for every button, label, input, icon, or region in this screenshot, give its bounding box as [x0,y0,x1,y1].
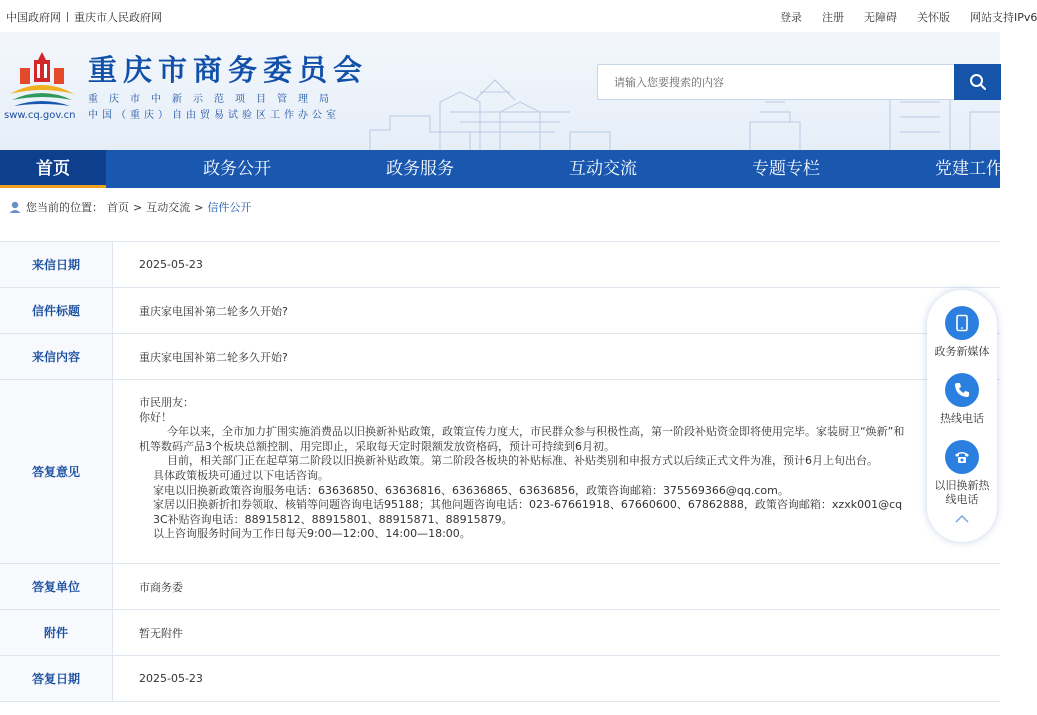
tablet-icon [945,306,979,340]
site-url: sww.cq.gov.cn [4,110,76,121]
phone-icon [945,373,979,407]
trade-in-hotline-label-line1: 以旧换新热 [934,479,990,492]
reply-date-label: 答复日期 [0,656,113,701]
site-title: 重庆市商务委员会 [88,53,369,87]
letter-content-label: 来信内容 [0,334,113,379]
trade-in-hotline-label-line2: 线电话 [945,493,979,506]
letter-title-value: 重庆家电国补第二轮多久开始? [139,304,288,318]
trade-in-hotline-button[interactable] [927,440,997,507]
search-input[interactable] [598,65,954,99]
chevron-up-icon[interactable] [927,512,997,526]
reply-line: 市民朋友： [139,396,194,409]
breadcrumb-home[interactable]: 首页 [107,201,129,214]
gov-new-media-label: 政务新媒体 [934,345,990,358]
search-button[interactable] [954,64,1001,100]
letter-title-label: 信件标题 [0,288,113,333]
letter-date-value: 2025-05-23 [139,258,203,271]
breadcrumb [8,198,251,216]
breadcrumb-separator: > [133,200,143,214]
trade-in-hotline-label [927,479,997,507]
reply-line: 机等数码产品3个板块总额控制、用完即止，采取每天定时限额发放资格码，预计可持续到6月初。 [139,439,615,453]
reply-label: 答复意见 [0,380,113,563]
letter-content-value: 重庆家电国补第二轮多久开始? [139,350,288,364]
elder-mode-link[interactable]: 关怀版 [917,11,950,24]
table-row [0,334,1000,380]
table-row [0,380,1000,564]
search-box [597,64,1000,100]
hotline-label: 热线电话 [940,412,984,425]
nav-item-party[interactable]: 党建工作 [935,159,1003,179]
commerce-emblem-logo [6,50,78,114]
table-row [0,242,1000,288]
login-link[interactable]: 登录 [780,11,802,24]
top-utility-bar [0,0,1037,32]
table-row [0,288,1000,334]
location-pin-icon [8,200,22,214]
reply-line: 今年以来，全市加力扩围实施消费品以旧换新补贴政策，政策宣传力度大，市民群众参与积极性高，第一阶段补贴资金即将使用完毕。家装厨卫“焕新”和 [139,425,905,439]
reply-unit-label: 答复单位 [0,564,113,609]
reply-line: 目前，相关部门正在起草第二阶段以旧换新补贴政策。第二阶段各板块的补贴标准、补贴类别和申报方式以后续正式文件为准，预计6月上旬出台。 [139,454,878,468]
reply-line: 你好！ [139,410,172,424]
nav-item-topics[interactable]: 专题专栏 [752,159,820,179]
reply-line: 具体政策板块可通过以下电话咨询。 [139,468,329,482]
hotline-button[interactable] [927,373,997,426]
nav-item-services[interactable]: 政务服务 [386,159,454,179]
register-link[interactable]: 注册 [822,11,844,24]
accessibility-link[interactable]: 无障碍 [864,11,897,24]
divider [67,12,68,22]
site-subtitle-2: 中国（重庆）自由贸易试验区工作办公室 [88,110,340,121]
breadcrumb-prefix: 您当前的位置： [26,201,103,214]
site-header [0,32,1000,150]
link-gov-cn[interactable]: 中国政府网 [6,11,61,24]
table-row [0,564,1000,610]
floating-side-panel [927,290,997,542]
attachment-value: 暂无附件 [139,626,183,640]
gov-new-media-button[interactable] [927,306,997,359]
reply-unit-value: 市商务委 [139,580,183,594]
ipv6-link[interactable]: 网站支持IPv6 [970,11,1037,24]
breadcrumb-current[interactable]: 信件公开 [207,201,252,214]
reply-line: 以上咨询服务时间为工作日每天9:00—12:00、14:00—18:00。 [139,527,471,541]
reply-line: 家电以旧换新政策咨询服务电话：63636850、63636816、63636865、63636856，政策咨询邮箱：375569366@qq.com。 [139,483,789,497]
main-nav [0,150,1003,188]
reply-line: 3C补贴咨询电话：88915812、88915801、88915871、88915879。 [139,512,513,526]
nav-item-interaction[interactable]: 互动交流 [569,159,637,179]
telephone-icon [945,440,979,474]
link-cq-gov[interactable]: 重庆市人民政府网 [74,11,162,24]
nav-item-gov-affairs[interactable]: 政务公开 [203,159,271,179]
site-subtitle-1: 重庆市中新示范项目管理局 [88,94,340,105]
reply-line: 家居以旧换新折扣券领取、核销等问题咨询电话95188；其他问题咨询电话：023-67661918、67660600、67862888，政策咨询邮箱：xzxk001@cq [139,498,903,512]
letter-date-label: 来信日期 [0,242,113,287]
breadcrumb-interaction[interactable]: 互动交流 [146,201,191,214]
search-icon [969,73,987,91]
breadcrumb-separator: > [194,200,204,214]
table-row [0,656,1000,702]
reply-date-value: 2025-05-23 [139,672,203,685]
letter-detail-table [0,241,1000,702]
table-row [0,610,1000,656]
nav-item-home[interactable]: 首页 [0,150,106,188]
attachment-label: 附件 [0,610,113,655]
reply-text [139,396,1000,542]
